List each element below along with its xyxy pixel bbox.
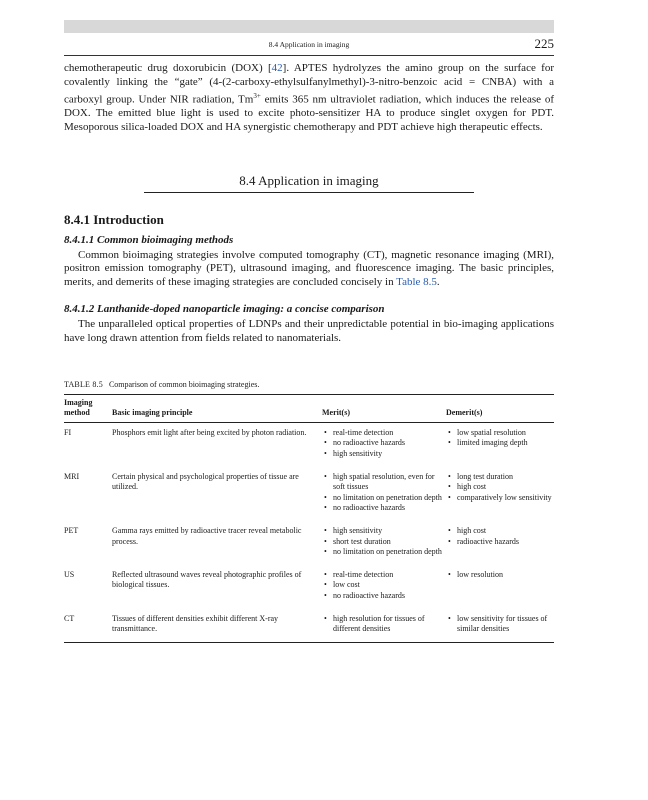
method-cell: MRI — [64, 471, 80, 481]
subsection-title: 8.4.1 Introduction — [64, 211, 164, 227]
page-number: 225 — [534, 36, 554, 51]
header-merits: Merit(s) — [322, 408, 350, 418]
table-row — [64, 467, 554, 521]
method-cell: US — [64, 569, 75, 579]
merit-item: • high sensitivity — [322, 449, 446, 460]
merits-cell — [322, 609, 446, 643]
comparison-table — [64, 394, 554, 643]
subsubsection-title-2: 8.4.1.2 Lanthanide-doped nanoparticle imaging: a concise comparison — [64, 303, 385, 316]
table-row — [64, 521, 554, 565]
demerit-item: • low spatial resolution — [446, 428, 554, 439]
demerits-cell — [446, 422, 554, 466]
table-row — [64, 422, 554, 466]
merit-item: • high spatial resolution, even for soft tissues — [322, 472, 446, 493]
ldnp-paragraph: The unparalleled optical properties of LDNPs and their unpredictable potential in bio-imaging applications have long drawn attention from fields related to nanomaterials. — [64, 318, 554, 344]
table-caption: TABLE 8.5 Comparison of common bioimaging strategies. — [64, 379, 260, 389]
demerit-item: • long test duration — [446, 472, 554, 483]
method-cell: FI — [64, 427, 72, 437]
merits-cell — [322, 565, 446, 609]
merits-cell — [322, 521, 446, 565]
principle-cell: Reflected ultrasound waves reveal photographic profiles of biological tissues. — [112, 569, 302, 590]
reference-link[interactable]: 42 — [271, 62, 283, 74]
demerits-cell — [446, 467, 554, 521]
header-bar — [64, 20, 554, 33]
merit-item: • no limitation on penetration depth — [322, 547, 446, 558]
merit-item: • short test duration — [322, 537, 446, 548]
merit-item: • real-time detection — [322, 570, 446, 581]
subsubsection-title-1: 8.4.1.1 Common bioimaging methods — [64, 233, 234, 246]
merit-item: • high sensitivity — [322, 526, 446, 537]
header-method: Imaging method — [64, 397, 93, 418]
method-cell: CT — [64, 613, 75, 623]
demerit-item: • low sensitivity for tissues of similar densities — [446, 614, 554, 635]
demerits-cell — [446, 565, 554, 609]
running-header — [64, 33, 554, 56]
demerit-item: • low resolution — [446, 570, 554, 581]
merit-item: • high resolution for tissues of different densities — [322, 614, 446, 635]
principle-cell: Certain physical and psychological properties of tissue are utilized. — [112, 471, 299, 492]
header-principle: Basic imaging principle — [112, 408, 193, 418]
demerit-item: • limited imaging depth — [446, 438, 554, 449]
running-title: 8.4 Application in imaging — [268, 40, 350, 49]
demerit-item: • high cost — [446, 482, 554, 493]
merits-cell — [322, 467, 446, 521]
demerit-item: • comparatively low sensitivity — [446, 493, 554, 504]
merit-item: • no limitation on penetration depth — [322, 493, 446, 504]
merit-item: • low cost — [322, 580, 446, 591]
header-demerits: Demerit(s) — [446, 408, 483, 418]
principle-cell: Tissues of different densities exhibit different X-ray transmittance. — [112, 613, 279, 634]
merit-item: • real-time detection — [322, 428, 446, 439]
method-cell: PET — [64, 525, 79, 535]
principle-cell: Phosphors emit light after being excited by photon radiation. — [112, 427, 307, 437]
demerits-cell — [446, 521, 554, 565]
merit-item: • no radioactive hazards — [322, 503, 446, 514]
section-title: 8.4 Application in imaging — [144, 173, 474, 193]
table-row — [64, 565, 554, 609]
merits-cell — [322, 422, 446, 466]
demerits-cell — [446, 609, 554, 643]
merit-item: • no radioactive hazards — [322, 438, 446, 449]
merit-item: • no radioactive hazards — [322, 591, 446, 602]
table-reference-link[interactable]: Table 8.5 — [396, 276, 437, 289]
principle-cell: Gamma rays emitted by radioactive tracer reveal metabolic process. — [112, 525, 302, 546]
intro-paragraph: chemotherapeutic drug doxorubicin (DOX) [42]. APTES hydrolyzes the amino group on the surface for covalently linking the “gate” (4-(2-carboxy-ethylsulfanylmethyl)-3-nitro-benzoic acid = CNBA) with a carboxyl group. Under NIR radiation, $Tm^{3+}$ emits 365 nm ultraviolet radiation, which induces the release of DOX. The emitted blue light is used to excite photo-sensitizer HA to produce singlet oxygen for PDT. Mesoporous silica-loaded DOX and HA synergistic chemotherapy and PDT achieve high therapeutic effects. — [64, 62, 554, 133]
demerit-item: • radioactive hazards — [446, 537, 554, 548]
table-row — [64, 609, 554, 643]
page — [64, 20, 554, 643]
demerit-item: • high cost — [446, 526, 554, 537]
bioimaging-paragraph: Common bioimaging strategies involve computed tomography (CT), magnetic resonance imaging (MRI), positron emission tomography (PET), ultrasound imaging, and fluorescence imaging. The basic principles, merits, and demerits of these imaging strategies are concluded concisely in Table 8.5. — [64, 248, 554, 289]
